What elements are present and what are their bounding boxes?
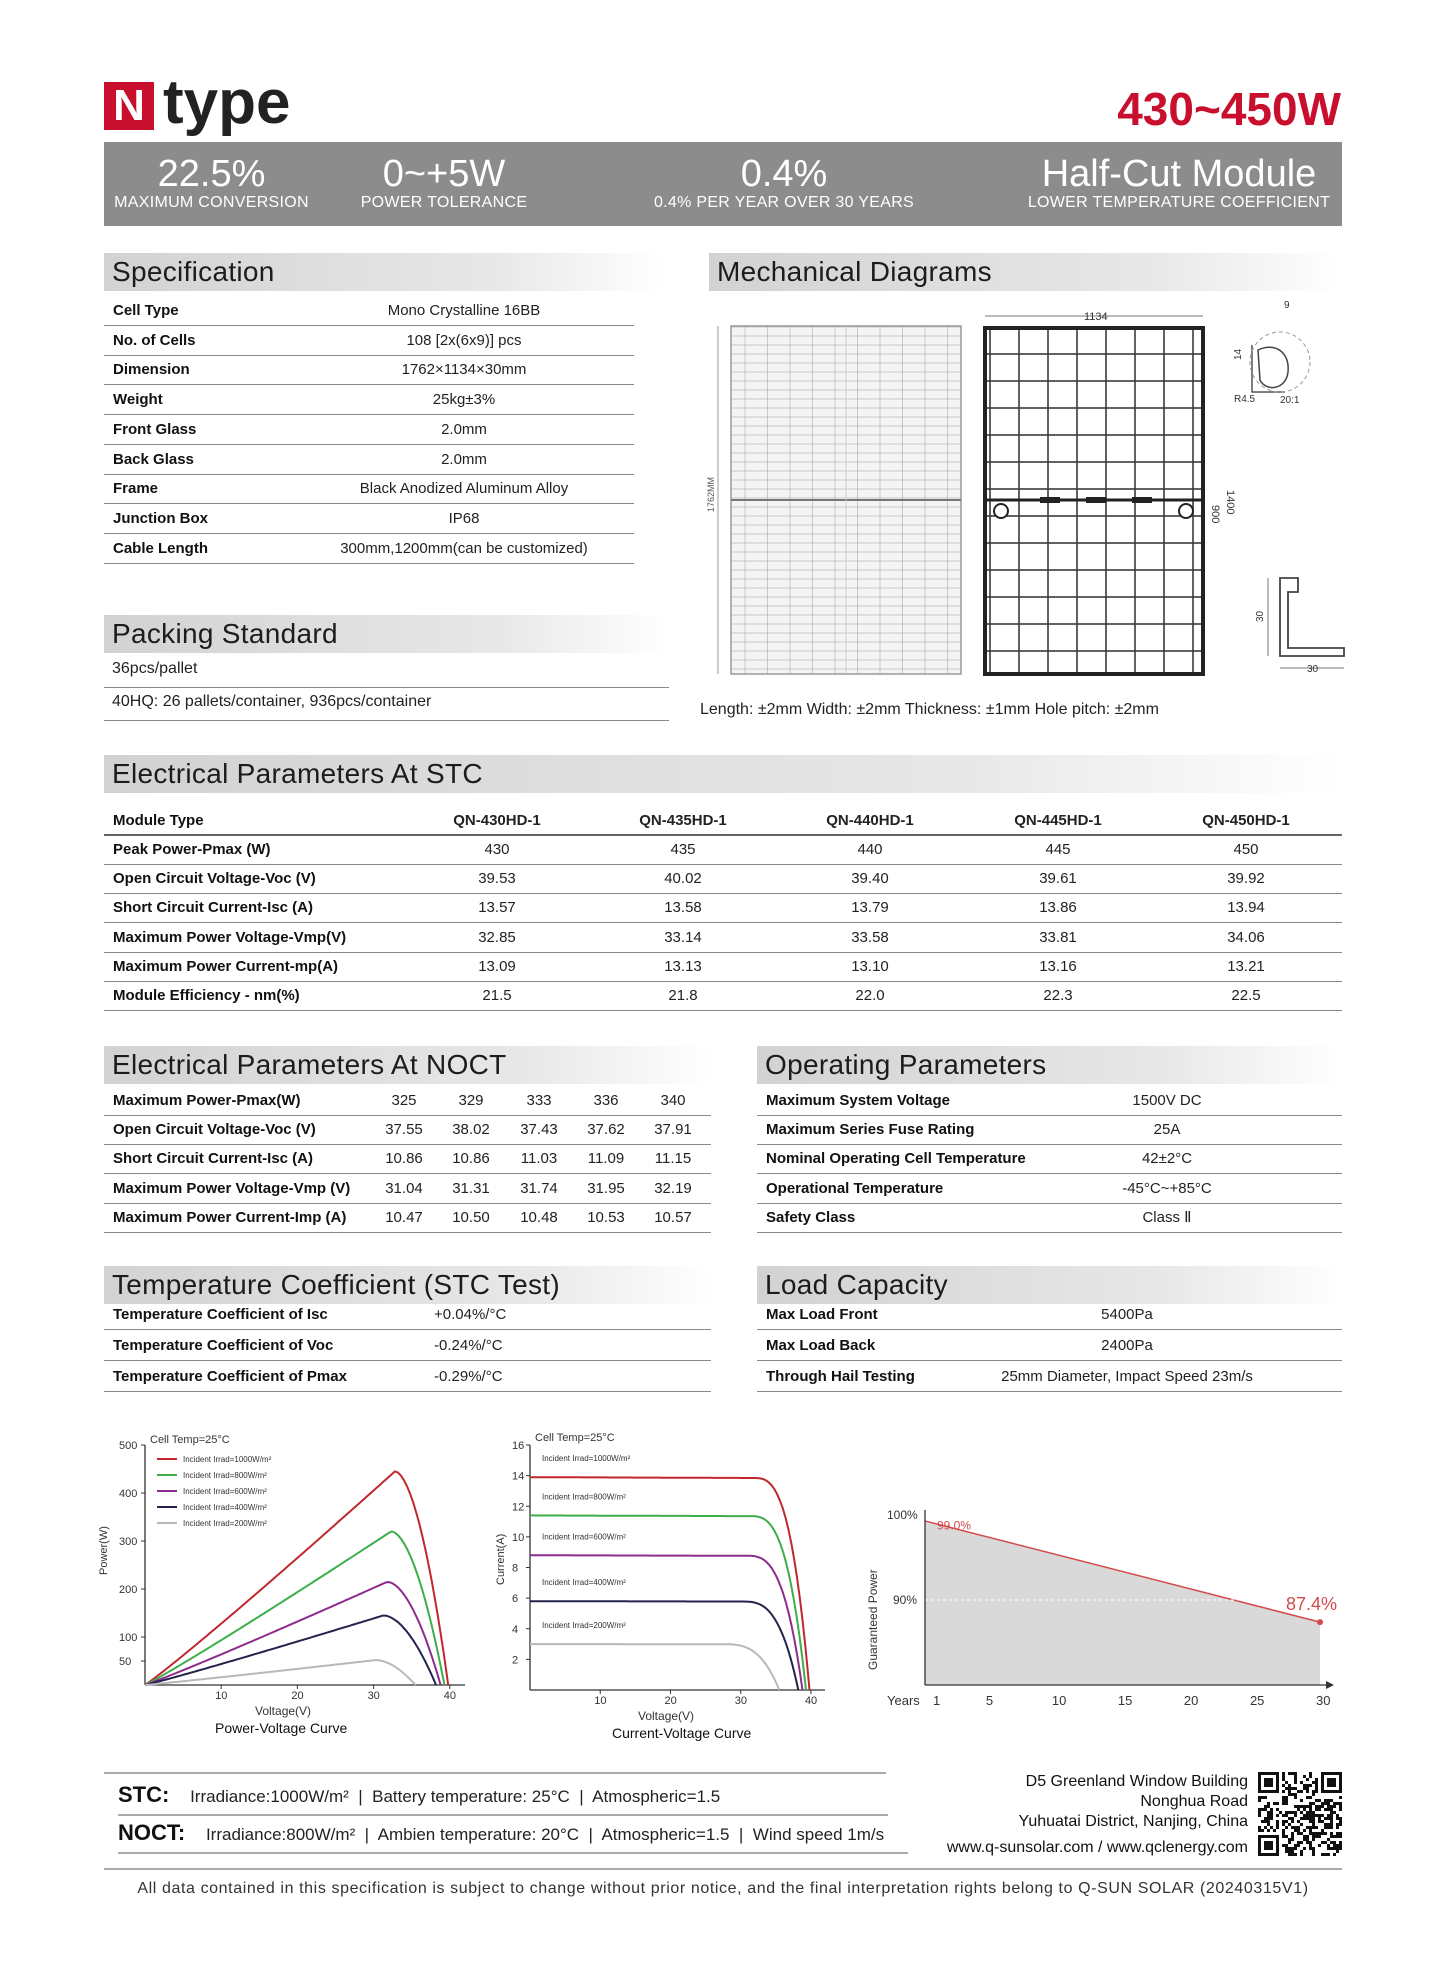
- noct-row: [104, 1175, 711, 1204]
- stc-value: 440: [857, 841, 883, 858]
- operating-row: [757, 1175, 1342, 1204]
- operating-row: [757, 1116, 1342, 1145]
- x-tick-label: 20: [1183, 1693, 1199, 1708]
- x-tick-label: 30: [1316, 1693, 1331, 1708]
- noct-value: 10.50: [452, 1208, 490, 1226]
- stc-value: 13.94: [1227, 899, 1265, 917]
- noct-row: [104, 1087, 711, 1116]
- spec-value: 2.0mm: [441, 420, 487, 438]
- series-label: Incident Irrad=1000W/m²: [542, 1454, 631, 1464]
- legend-label: Incident Irrad=600W/m²: [183, 1487, 267, 1496]
- stc-value: 13.10: [851, 957, 889, 975]
- operating-label: Safety Class: [766, 1208, 856, 1226]
- operating-value: 1500V DC: [1132, 1092, 1202, 1109]
- stc-header-label: Module Type: [113, 812, 204, 829]
- detail-side-label: 14: [1233, 348, 1244, 360]
- stc-value: 21.8: [668, 987, 698, 1004]
- x-tick-label: 40: [804, 1695, 818, 1707]
- temp-coef-row: [104, 1332, 711, 1361]
- spec-value: Black Anodized Aluminum Alloy: [359, 480, 569, 498]
- stc-value: 13.09: [478, 957, 516, 975]
- x-axis-label: Voltage(V): [255, 1704, 312, 1718]
- section-title-packing: Packing Standard: [104, 615, 669, 653]
- stc-row: [104, 953, 1342, 982]
- chart-title: Power-Voltage Curve: [215, 1720, 348, 1736]
- load-value: 2400Pa: [1101, 1337, 1153, 1354]
- legend-label: Incident Irrad=200W/m²: [183, 1519, 267, 1528]
- operating-label: Nominal Operating Cell Temperature: [766, 1150, 1026, 1168]
- temp-coef-row: [104, 1301, 711, 1330]
- stc-value: 13.58: [664, 899, 702, 917]
- x-axis-label: Voltage(V): [638, 1709, 695, 1723]
- chart-subtitle: Cell Temp=25°C: [535, 1432, 615, 1444]
- footer-noct-item: Atmospheric=1.5: [601, 1825, 730, 1844]
- stc-value: 39.92: [1227, 870, 1265, 888]
- load-label: Max Load Back: [766, 1337, 876, 1354]
- stc-value: 22.0: [855, 987, 885, 1004]
- spec-label: Cell Type: [113, 302, 179, 319]
- dim-hole-a-label: 900: [1209, 505, 1221, 524]
- spec-label: Junction Box: [113, 509, 209, 527]
- noct-value: 10.47: [385, 1208, 423, 1226]
- operating-value: -45°C~+85°C: [1122, 1179, 1212, 1197]
- y-tick-label: 12: [512, 1501, 525, 1514]
- operating-label: Maximum Series Fuse Rating: [766, 1121, 975, 1139]
- y-tick-label: 8: [512, 1562, 519, 1575]
- stc-label: Open Circuit Voltage-Voc (V): [113, 870, 316, 888]
- x-tick-label: 1: [933, 1693, 941, 1708]
- stc-model-name: QN-435HD-1: [639, 812, 727, 829]
- spec-row: [104, 475, 634, 504]
- x-tick-label: 30: [734, 1695, 747, 1707]
- operating-label: Operational Temperature: [766, 1179, 944, 1197]
- stc-value: 39.61: [1039, 870, 1077, 888]
- noct-value: 10.57: [654, 1208, 692, 1226]
- temp-coef-row: [104, 1363, 711, 1392]
- noct-label: Maximum Power Current-Imp (A): [113, 1208, 347, 1226]
- banner-caption: LOWER TEMPERATURE COEFFICIENT: [1027, 194, 1331, 211]
- x-tick-label: 20: [291, 1690, 304, 1702]
- pv-series-line: [145, 1532, 444, 1686]
- footer-stc-item: Battery temperature: 25°C: [372, 1787, 570, 1806]
- load-row: [757, 1301, 1342, 1330]
- banner-item-conversion: [104, 154, 319, 212]
- stc-model-name: QN-440HD-1: [826, 812, 914, 829]
- footer-noct-conditions: NOCT: Irradiance:800W/m² | Ambien temperature: 20°C | Atmospheric=1.5 | Wind speed 1m/s: [118, 1820, 908, 1854]
- load-label: Max Load Front: [766, 1306, 878, 1323]
- chart-subtitle: Cell Temp=25°C: [150, 1434, 230, 1446]
- temp-coef-label: Temperature Coefficient of Pmax: [113, 1368, 347, 1385]
- x-tick-label: 30: [367, 1690, 380, 1702]
- noct-row: [104, 1145, 711, 1174]
- noct-label: Maximum Power Voltage-Vmp (V): [113, 1179, 351, 1197]
- section-title-stc: Electrical Parameters At STC: [104, 755, 1342, 793]
- noct-value: 10.53: [587, 1208, 625, 1226]
- spec-row: [104, 356, 634, 385]
- stc-value: 39.40: [851, 870, 889, 888]
- spec-label: No. of Cells: [113, 331, 196, 349]
- address-line: Nonghua Road: [1140, 1793, 1248, 1810]
- address-line: D5 Greenland Window Building: [1025, 1773, 1248, 1790]
- stc-model-name: QN-430HD-1: [453, 812, 541, 829]
- end-value-label: 87.4%: [1286, 1594, 1338, 1615]
- stc-value: 430: [484, 841, 510, 858]
- stc-label: Short Circuit Current-Isc (A): [113, 899, 314, 917]
- operating-value: 42±2°C: [1141, 1150, 1193, 1168]
- temp-coef-value: -0.24%/°C: [434, 1337, 503, 1354]
- footer-noct-item: Ambien temperature: 20°C: [377, 1825, 580, 1844]
- spec-value: 108 [2x(6x9)] pcs: [406, 331, 522, 349]
- operating-row: [757, 1087, 1342, 1116]
- y-tick-label: 500: [119, 1440, 138, 1452]
- noct-value: 336: [593, 1092, 619, 1109]
- spec-value: 2.0mm: [441, 450, 487, 468]
- end-point-marker: [1317, 1619, 1323, 1625]
- legend-label: Incident Irrad=400W/m²: [183, 1503, 267, 1512]
- x-tick-label: 5: [985, 1693, 994, 1708]
- stc-value: 13.57: [478, 899, 516, 917]
- iv-series-line: [530, 1644, 779, 1690]
- address-line: Yuhuatai District, Nanjing, China: [1018, 1813, 1248, 1830]
- y-tick-label: 90%: [893, 1593, 918, 1607]
- spec-label: Frame: [113, 480, 159, 498]
- stc-value: 435: [670, 841, 696, 858]
- noct-value: 31.74: [520, 1179, 558, 1197]
- stc-model-name: QN-445HD-1: [1014, 812, 1102, 829]
- y-tick-label: 2: [512, 1654, 519, 1667]
- stc-value: 13.21: [1227, 957, 1265, 975]
- spec-label: Front Glass: [113, 420, 197, 438]
- detail-radius-label: R4.5: [1234, 394, 1256, 405]
- x-axis-label: Years: [887, 1693, 920, 1708]
- footer-noct-item: Wind speed 1m/s: [752, 1825, 885, 1844]
- banner-value: 0~+5W: [382, 153, 506, 195]
- brand-logo-text: type: [163, 68, 291, 137]
- noct-value: 37.43: [520, 1121, 558, 1139]
- frame-section-profile: [1255, 578, 1344, 675]
- y-tick-label: 100%: [887, 1508, 918, 1522]
- stc-row: [104, 894, 1342, 923]
- temp-coef-label: Temperature Coefficient of Isc: [113, 1306, 328, 1323]
- brand-logo-mark: N: [104, 82, 154, 130]
- spec-row: [104, 416, 634, 445]
- noct-value: 38.02: [452, 1121, 490, 1139]
- tolerances-caption: Length: ±2mm Width: ±2mm Thickness: ±1mm Hole pitch: ±2mm: [700, 701, 1159, 718]
- spec-value: 1762×1134×30mm: [401, 361, 527, 379]
- y-tick-label: 6: [512, 1593, 519, 1606]
- noct-value: 10.48: [520, 1208, 558, 1226]
- y-axis-label: Current(A): [495, 1533, 507, 1585]
- noct-value: 37.91: [654, 1121, 692, 1139]
- website-links[interactable]: www.q-sunsolar.com / www.qclenergy.com: [946, 1839, 1248, 1856]
- banner-caption: POWER TOLERANCE: [360, 194, 528, 211]
- noct-value: 31.31: [452, 1179, 490, 1197]
- y-axis-label: Guaranteed Power: [866, 1569, 880, 1670]
- noct-value: 31.95: [587, 1179, 625, 1197]
- y-tick-label: 50: [119, 1656, 132, 1668]
- spec-value: Mono Crystalline 16BB: [387, 302, 541, 319]
- noct-value: 329: [458, 1092, 484, 1109]
- x-tick-label: 10: [1051, 1693, 1067, 1708]
- spec-row: [104, 327, 634, 356]
- noct-value: 37.62: [587, 1121, 625, 1139]
- stc-row: [104, 865, 1342, 894]
- y-tick-label: 300: [119, 1536, 138, 1548]
- power-range-title: 430~450W: [1117, 83, 1341, 135]
- packing-row-container: 40HQ: 26 pallets/container, 936pcs/container: [104, 693, 669, 721]
- spec-row: [104, 297, 634, 326]
- y-axis-label: Power(W): [98, 1526, 110, 1575]
- footer-stc-item: Irradiance:1000W/m²: [190, 1787, 349, 1806]
- stc-value: 33.81: [1039, 928, 1077, 946]
- noct-label: Maximum Power-Pmax(W): [113, 1092, 301, 1109]
- series-label: Incident Irrad=800W/m²: [542, 1492, 626, 1502]
- spec-row: [104, 386, 634, 415]
- stc-row: [104, 836, 1342, 865]
- spec-label: Cable Length: [113, 539, 209, 557]
- front-view-panel: [706, 326, 961, 674]
- footer-stc-label: STC:: [118, 1782, 170, 1807]
- dim-hole-b-label: 1400: [1224, 490, 1236, 515]
- corner-detail: [1233, 300, 1310, 406]
- y-tick-label: 400: [119, 1488, 138, 1500]
- noct-value: 340: [660, 1092, 686, 1109]
- stc-value: 39.53: [478, 870, 516, 888]
- noct-value: 325: [391, 1092, 417, 1109]
- series-label: Incident Irrad=400W/m²: [542, 1578, 626, 1588]
- guaranteed-power-chart: [855, 1500, 1345, 1725]
- stc-value: 445: [1045, 841, 1071, 858]
- iv-series-line: [530, 1601, 798, 1690]
- load-row: [757, 1363, 1342, 1392]
- y-tick-label: 200: [119, 1584, 138, 1596]
- noct-label: Short Circuit Current-Isc (A): [113, 1150, 314, 1168]
- banner-item-degradation: [649, 154, 919, 212]
- load-label: Through Hail Testing: [766, 1368, 915, 1385]
- x-tick-label: 25: [1249, 1693, 1265, 1708]
- section-title-specification: Specification: [104, 253, 664, 291]
- y-tick-label: 10: [512, 1531, 525, 1544]
- noct-row: [104, 1204, 711, 1233]
- noct-label: Open Circuit Voltage-Voc (V): [113, 1121, 316, 1139]
- operating-row: [757, 1204, 1342, 1233]
- y-tick-label: 16: [512, 1440, 525, 1452]
- noct-value: 37.55: [385, 1121, 423, 1139]
- noct-value: 11.09: [587, 1150, 625, 1168]
- footer-noct-label: NOCT:: [118, 1820, 186, 1845]
- y-tick-label: 14: [512, 1470, 525, 1483]
- spec-label: Dimension: [113, 361, 190, 379]
- operating-label: Maximum System Voltage: [766, 1092, 950, 1109]
- packing-row-pallet: 36pcs/pallet: [104, 660, 669, 688]
- highlights-banner: [104, 142, 1342, 226]
- x-tick-label: 20: [664, 1695, 677, 1707]
- series-label: Incident Irrad=200W/m²: [542, 1621, 626, 1631]
- stc-header-row: [104, 807, 1342, 836]
- detail-scale-label: 20:1: [1280, 395, 1300, 406]
- operating-value: Class Ⅱ: [1142, 1208, 1192, 1226]
- section-title-load: Load Capacity: [757, 1266, 1342, 1304]
- operating-value: 25A: [1153, 1121, 1181, 1139]
- noct-value: 10.86: [452, 1150, 490, 1168]
- stc-label: Module Efficiency - nm(%): [113, 987, 300, 1004]
- noct-value: 333: [526, 1092, 552, 1109]
- dim-width-label: 1134: [1084, 311, 1108, 323]
- stc-value: 22.5: [1231, 987, 1261, 1004]
- stc-value: 33.14: [664, 928, 702, 946]
- stc-value: 33.58: [851, 928, 889, 946]
- series-label: Incident Irrad=600W/m²: [542, 1532, 626, 1542]
- section-title-mechanical: Mechanical Diagrams: [709, 253, 1342, 291]
- spec-row: [104, 505, 634, 534]
- banner-value: Half-Cut Module: [1041, 153, 1317, 195]
- noct-value: 11.03: [520, 1150, 558, 1168]
- stc-label: Peak Power-Pmax (W): [113, 841, 271, 858]
- x-tick-label: 10: [215, 1690, 228, 1702]
- noct-row: [104, 1116, 711, 1145]
- banner-item-halfcut: [1024, 154, 1334, 212]
- footer-noct-item: Irradiance:800W/m²: [205, 1825, 356, 1844]
- noct-value: 32.19: [654, 1179, 692, 1197]
- stc-value: 22.3: [1043, 987, 1073, 1004]
- start-value-label: 99.0%: [937, 1518, 972, 1533]
- x-axis-arrow: [1326, 1681, 1334, 1689]
- stc-value: 13.13: [664, 957, 702, 975]
- x-tick-label: 40: [443, 1690, 457, 1702]
- x-tick-label: 10: [594, 1695, 607, 1707]
- footer-stc-conditions: STC: Irradiance:1000W/m² | Battery temperature: 25°C | Atmospheric=1.5: [118, 1782, 888, 1816]
- spec-value: 25kg±3%: [432, 391, 496, 409]
- noct-value: 11.15: [654, 1150, 692, 1168]
- section-title-temp-coef: Temperature Coefficient (STC Test): [104, 1266, 711, 1304]
- banner-caption: 0.4% PER YEAR OVER 30 YEARS: [653, 194, 915, 211]
- guarantee-area: [925, 1518, 1320, 1685]
- spec-label: Weight: [113, 391, 163, 409]
- noct-value: 31.04: [385, 1179, 423, 1197]
- stc-value: 13.16: [1039, 957, 1077, 975]
- pv-series-line: [145, 1660, 416, 1685]
- dim-length-label: 1762MM: [706, 476, 716, 512]
- y-tick-label: 4: [512, 1623, 519, 1636]
- banner-value: 22.5%: [157, 153, 266, 195]
- stc-value: 34.06: [1227, 928, 1265, 946]
- legend-label: Incident Irrad=1000W/m²: [183, 1455, 272, 1464]
- mechanical-diagram: [700, 300, 1345, 690]
- stc-value: 13.86: [1039, 899, 1077, 917]
- spec-value: IP68: [448, 509, 480, 527]
- current-voltage-chart: [490, 1425, 835, 1745]
- banner-caption: MAXIMUM CONVERSION: [114, 194, 309, 211]
- disclaimer: All data contained in this specification is subject to change without prior notice, and the final interpretation rights belong to Q-SUN SOLAR (20240315V1): [137, 1880, 1309, 1897]
- frame-width-label: 30: [1307, 664, 1319, 675]
- stc-value: 13.79: [851, 899, 889, 917]
- chart-title: Current-Voltage Curve: [612, 1725, 752, 1741]
- banner-item-tolerance: [344, 154, 544, 212]
- frame-height-label: 30: [1255, 610, 1266, 622]
- stc-value: 21.5: [482, 987, 512, 1004]
- stc-label: Maximum Power Current-mp(A): [113, 957, 339, 975]
- operating-row: [757, 1145, 1342, 1174]
- temp-coef-value: -0.29%/°C: [434, 1368, 503, 1385]
- noct-value: 10.86: [385, 1150, 423, 1168]
- legend-label: Incident Irrad=800W/m²: [183, 1471, 267, 1480]
- x-tick-label: 15: [1117, 1693, 1133, 1708]
- qr-code-icon: [1258, 1772, 1342, 1856]
- detail-top-label: 9: [1284, 300, 1290, 311]
- spec-label: Back Glass: [113, 450, 194, 468]
- section-title-noct: Electrical Parameters At NOCT: [104, 1046, 711, 1084]
- stc-row: [104, 924, 1342, 953]
- stc-label: Maximum Power Voltage-Vmp(V): [113, 928, 347, 946]
- banner-value: 0.4%: [740, 153, 828, 195]
- stc-model-name: QN-450HD-1: [1202, 812, 1290, 829]
- spec-value: 300mm,1200mm(can be customized): [340, 539, 588, 557]
- load-row: [757, 1332, 1342, 1361]
- load-value: 5400Pa: [1101, 1306, 1153, 1323]
- spec-row: [104, 446, 634, 475]
- temp-coef-label: Temperature Coefficient of Voc: [113, 1337, 334, 1354]
- back-view-panel: [985, 311, 1236, 674]
- stc-value: 450: [1233, 841, 1259, 858]
- stc-value: 40.02: [664, 870, 702, 888]
- load-value: 25mm Diameter, Impact Speed 23m/s: [1001, 1368, 1253, 1385]
- y-tick-label: 100: [119, 1632, 138, 1644]
- power-voltage-chart: [95, 1425, 475, 1745]
- spec-row: [104, 535, 634, 564]
- company-address: [900, 1772, 1248, 1858]
- footer-stc-item: Atmospheric=1.5: [592, 1787, 721, 1806]
- stc-value: 32.85: [478, 928, 516, 946]
- temp-coef-value: +0.04%/°C: [434, 1306, 507, 1323]
- section-title-operating: Operating Parameters: [757, 1046, 1342, 1084]
- stc-row: [104, 982, 1342, 1011]
